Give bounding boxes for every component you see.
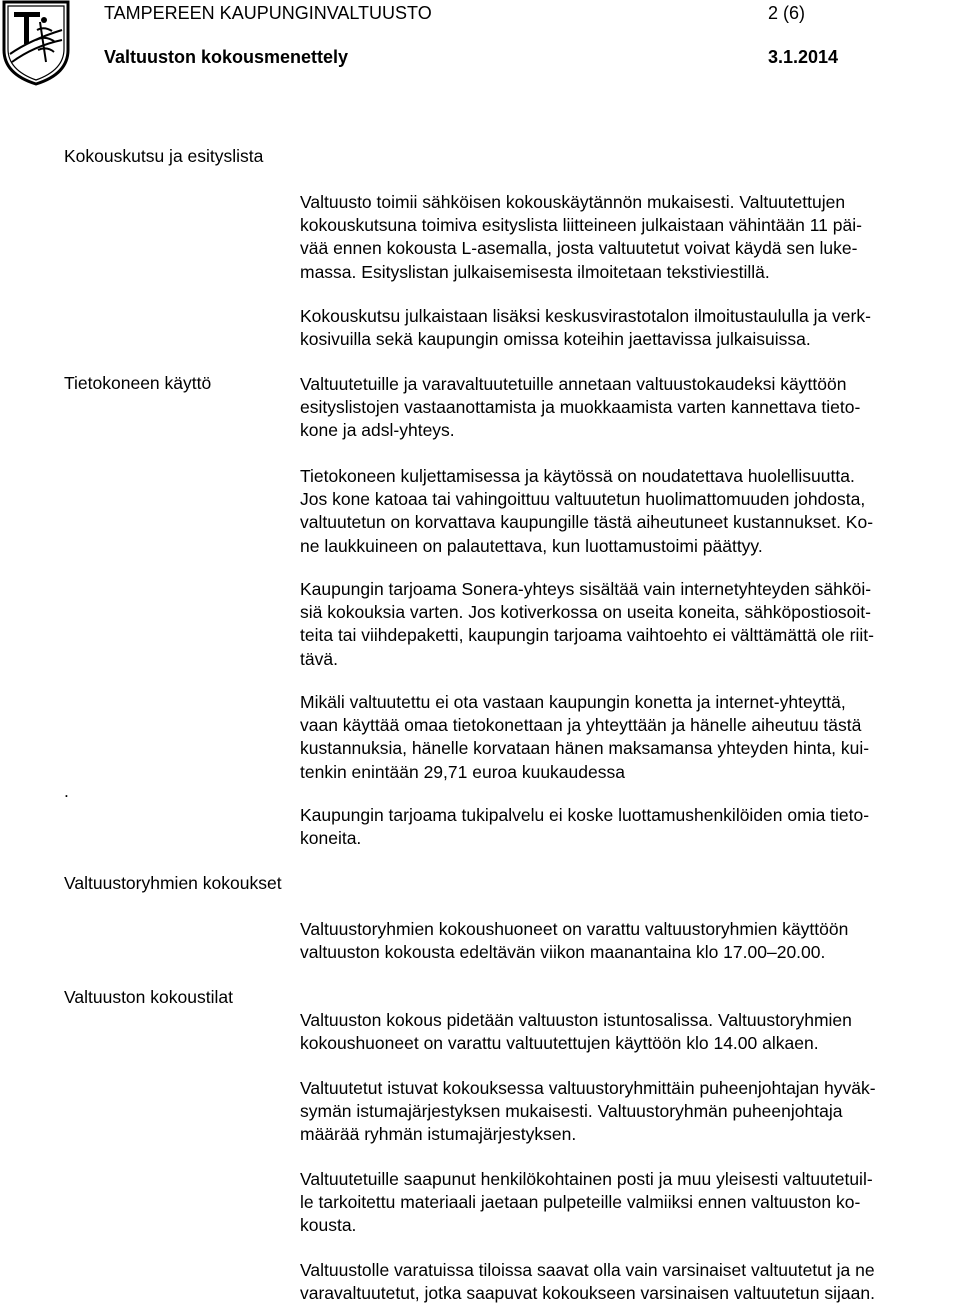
heading-kokoustilat: Valtuuston kokoustilat (64, 987, 233, 1007)
paragraph-istuntosali (300, 1009, 952, 1055)
text-line: Kaupungin tarjoama tukipalvelu ei koske luottamushenkilöiden omia tieto- (300, 805, 870, 825)
text-line: valtuuston kokousta edeltävän viikon maanantaina klo 17.00–20.00. (300, 942, 826, 963)
text-line: Kokouskutsu julkaistaan lisäksi keskusvirastotalon ilmoitustaululla ja verk- (300, 306, 871, 326)
document-date: 3.1.2014 (768, 47, 839, 67)
text-line: kousta. (300, 1215, 357, 1236)
text-line: kone ja adsl-yhteys. (300, 420, 455, 441)
tampere-coat-of-arms-icon (0, 0, 72, 86)
text-line: tenkin enintään 29,71 euroa kuukaudessa (300, 761, 625, 782)
text-line: ne laukkuineen on palautettava, kun luottamustoimi päättyy. (300, 535, 763, 556)
paragraph-sonera (300, 578, 952, 671)
page-number: 2 (6) (768, 3, 806, 23)
text-line: symän istumajärjestyksen mukaisesti. Valtuustoryhmän puheenjohtaja (300, 1101, 843, 1122)
text-line: kustannuksia, hänelle korvataan hänen maksamansa yhteyden hinta, kui- (300, 738, 870, 759)
text-line: vää ennen kokousta L-asemalla, josta valtuutetut voivat käydä sen luke- (300, 238, 858, 259)
text-line: le tarkoitettu materiaali jaetaan pulpeteille valmiiksi ennen valtuuston ko- (300, 1192, 861, 1213)
text-line: Valtuutetuille saapunut henkilökohtainen posti ja muu yleisesti valtuutetuil- (300, 1169, 873, 1189)
text-line: kokoushuoneet on varattu valtuutettujen käyttöön klo 14.00 alkaen. (300, 1033, 819, 1054)
paragraph-istumajarjestys (300, 1077, 952, 1147)
paragraph-oma-kone (300, 691, 952, 784)
text-line: kokouskutsuna toimiva esityslista liitteineen julkaistaan vähintään 11 päi- (300, 215, 862, 236)
text-line: varavaltuutetut, jotka saapuvat kokoukseen varsinaisen valtuutetun sijaan. (300, 1283, 875, 1304)
text-line: Mikäli valtuutettu ei ota vastaan kaupungin konetta ja internet-yhteyttä, (300, 692, 846, 712)
text-line: Valtuutetut istuvat kokouksessa valtuustoryhmittäin puheenjohtajan hyväk- (300, 1078, 876, 1098)
paragraph-tukipalvelu (300, 804, 952, 850)
text-line: koneita. (300, 828, 362, 849)
text-line: vaan käyttää omaa tietokonettaan ja yhteyttään ja hänelle aiheutuu tästä (300, 715, 862, 736)
text-line: Valtuuston kokous pidetään valtuuston istuntosalissa. Valtuustoryhmien (300, 1010, 852, 1030)
paragraph-ilmoitustaulu (300, 305, 952, 351)
text-line: siä kokouksia varten. Jos kotiverkossa on useita koneita, sähköpostiosoit- (300, 602, 871, 623)
text-line: massa. Esityslistan julkaisemisesta ilmoitetaan tekstiviestillä. (300, 261, 770, 282)
text-line: esityslistojen vastaanottamista ja muokkaamista varten kannettava tieto- (300, 397, 861, 418)
text-line: Valtuustoryhmien kokoushuoneet on varattu valtuustoryhmien käyttöön (300, 919, 849, 939)
text-line: Kaupungin tarjoama Sonera-yhteys sisältää vain internetyhteyden sähköi- (300, 579, 872, 599)
text-line: tävä. (300, 648, 338, 669)
text-line: teita tai viihdepaketti, kaupungin tarjoama vaihtoehto ei välttämättä ole riit- (300, 625, 874, 646)
text-line: Jos kone katoaa tai vahingoittuu valtuutetun huolimattomuuden johdosta, (300, 489, 866, 510)
paragraph-posti (300, 1168, 952, 1238)
text-line: määrää ryhmän istumajärjestyksen. (300, 1124, 577, 1145)
text-line: Valtuustolle varatuissa tiloissa saavat olla vain varsinaiset valtuutetut ja ne (300, 1260, 875, 1280)
heading-valtuustoryhmat: Valtuustoryhmien kokoukset (64, 873, 282, 893)
paragraph-varatut-tilat (300, 1259, 952, 1305)
text-line: Tietokoneen kuljettamisessa ja käytössä on noudatettava huolellisuutta. (300, 466, 855, 486)
paragraph-ryhmahuoneet (300, 918, 952, 964)
heading-kokouskutsu: Kokouskutsu ja esityslista (64, 146, 264, 166)
paragraph-kannettava (300, 373, 952, 443)
text-line: kosivuilla sekä kaupungin omissa koteihin jaettavissa julkaisuissa. (300, 329, 811, 350)
text-line: Valtuusto toimii sähköisen kokouskäytännön mukaisesti. Valtuutettujen (300, 192, 846, 212)
paragraph-huolellisuus (300, 465, 952, 558)
text-line: Valtuutetuille ja varavaltuutetuille annetaan valtuustokaudeksi käyttöön (300, 374, 847, 394)
heading-tietokone: Tietokoneen käyttö (64, 373, 212, 393)
text-line: valtuutetun on korvattava kaupungille tästä aiheutuneet kustannukset. Ko- (300, 512, 874, 533)
stray-dot: . (64, 781, 69, 801)
document-title: Valtuuston kokousmenettely (104, 47, 349, 67)
org-title: TAMPEREEN KAUPUNGINVALTUUSTO (104, 3, 432, 23)
paragraph-sahkoinen-kokous (300, 191, 952, 284)
